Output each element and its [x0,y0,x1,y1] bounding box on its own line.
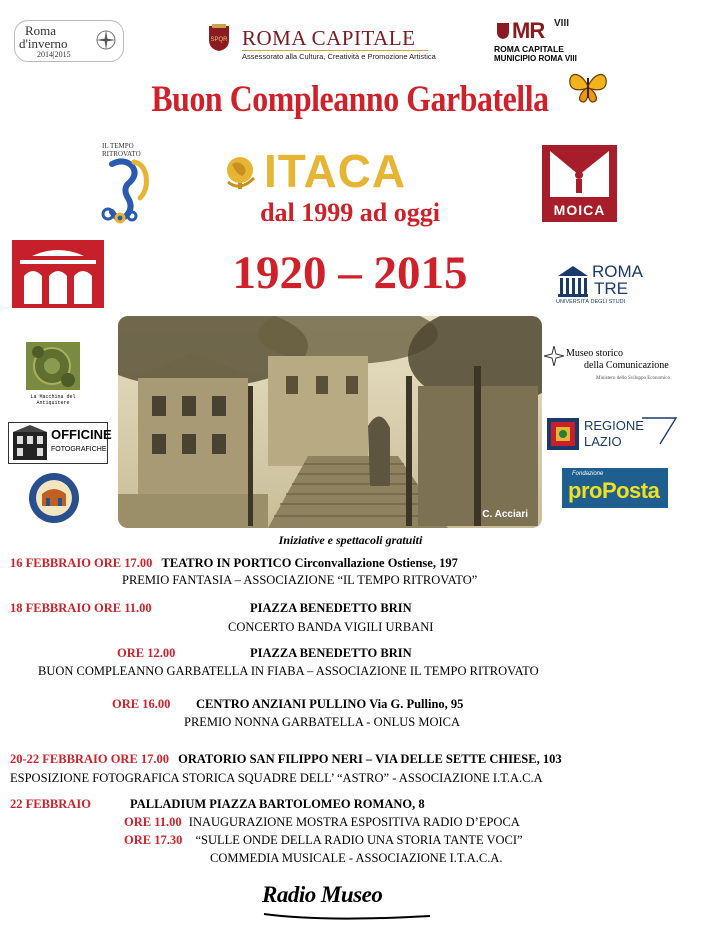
event-4-time: ORE 16.00 [112,697,171,711]
lazio-line1: REGIONE [584,418,644,433]
museo-line2: della Comunicazione [584,360,669,371]
officine-fotografiche-logo [8,422,112,464]
lazio-line2: LAZIO [584,434,622,449]
tempo-ritrovato-line2: RITROVATO [102,150,141,158]
radio-museo-logo [262,882,432,920]
roma-tre-line3: UNIVERSITÀ DEGLI STUDI [556,299,626,305]
roma-tre-line2: TRE [594,279,628,298]
swoosh-icon [640,414,680,454]
municipio-line1: ROMA CAPITALE [494,44,564,54]
fondazione-line1: Fondazione [572,471,604,477]
event-4-place: CENTRO ANZIANI PULLINO Via G. Pullino, 95 [196,697,464,711]
event-6-date: 22 FEBBRAIO [10,797,91,811]
butterfly-icon [566,68,610,106]
itaca-logo [222,145,462,197]
moica-logo [542,145,617,222]
event-5-place: ORATORIO SAN FILIPPO NERI – VIA DELLE SETTE CHIESE, 103 [178,752,562,766]
tempo-ritrovato-line1: IL TEMPO [102,142,134,150]
event-2-date: 18 FEBBRAIO ORE 11.00 [10,601,152,615]
event-5-header [10,752,562,767]
roma-tre-logo [556,262,643,308]
roma-capitale-rule [242,50,428,51]
event-6-place: PALLADIUM PIAZZA BARTOLOMEO ROMANO, 8 [130,797,425,811]
event-3-time: ORE 12.00 [117,646,176,660]
event-6-desc2: “SULLE ONDE DELLA RADIO UNA STORIA TANTE VOCI” [195,833,523,847]
garbatella-historic-photo [118,316,542,528]
event-6-line3: COMMEDIA MUSICALE - ASSOCIAZIONE I.T.A.C.A. [210,851,503,865]
event-6-time2: ORE 17.30 [124,833,183,847]
building-icon [11,424,49,462]
fondazione-proposta-logo [562,468,668,508]
museo-line1: Museo storico [566,348,623,359]
seahorse-icon [98,142,156,224]
antikythera-mechanism-icon [24,340,82,392]
roma-capitale-logo [208,18,434,68]
event-4-description: PREMIO NONNA GARBATELLA - ONLUS MOICA [184,715,461,729]
officine-line1: OFFICINE [51,427,112,442]
museo-comunicazione-logo [544,342,672,388]
macchina-caption: La Macchina del Antiquitere [30,394,76,406]
event-6-time1: ORE 11.00 [124,815,182,829]
underline-swoosh-icon [262,910,432,922]
event-3-description: BUON COMPLEANNO GARBATELLA IN FIABA – ASSOCIAZIONE IL TEMPO RITROVATO [38,664,539,678]
municipio-shield-icon [496,22,510,40]
years-range: 1920 – 2015 [232,247,468,299]
since-line: dal 1999 ad oggi [260,198,440,227]
event-3-place: PIAZZA BENEDETTO BRIN [250,646,412,660]
itaca-wordmark: ITACA [264,145,407,197]
program-subtitle: Iniziative e spettacoli gratuiti [278,533,423,547]
roma-tre-building-icon [556,264,590,298]
event-headline: Buon Compleanno Garbatella [151,79,549,120]
municipio-viii-logo [494,18,584,68]
roma-dinverno-years: 2014|2015 [37,50,71,59]
roma-tre-line1: ROMA [592,262,643,281]
radio-museo-wordmark: Radio Museo [262,882,383,907]
event-2-description: CONCERTO BANDA VIGILI URBANI [228,620,434,634]
sepia-street-scene-image [118,316,542,528]
museo-line3: Ministero dello Sviluppo Economico [596,376,671,381]
event-1-date: 16 FEBBRAIO ORE 17.00 [10,556,153,570]
regione-shield-icon [546,417,580,451]
officine-line2: FOTOGRAFICHE [51,446,107,453]
macchina-antiquitere-logo [24,340,82,406]
compass-icon [95,29,117,51]
fondazione-line2: proPosta [568,478,660,503]
event-2-place: PIAZZA BENEDETTO BRIN [250,601,412,615]
moica-wordmark: MOICA [553,202,606,218]
tempo-ritrovato-logo [98,142,156,224]
event-1-description: PREMIO FANTASIA – ASSOCIAZIONE “IL TEMPO RITROVATO” [122,573,478,587]
roma-capitale-title: ROMA CAPITALE [242,26,416,50]
roma-dinverno-line1: Roma [25,23,57,38]
municipio-number: VIII [554,18,570,29]
theatre-facade-icon [12,240,104,308]
globe-icon [222,152,262,192]
event-6-desc1: INAUGURAZIONE MOSTRA ESPOSITIVA RADIO D’EPOCA [188,815,520,829]
roma-dinverno-line2: d'inverno [19,36,68,51]
event-1-place: TEATRO IN PORTICO Circonvallazione Ostiense, 197 [161,556,458,570]
event-6-line1 [124,815,520,830]
event-5-description: ESPOSIZIONE FOTOGRAFICA STORICA SQUADRE DELL’ “ASTRO” - ASSOCIAZIONE I.T.A.C.A [10,771,543,785]
municipio-line2: MUNICIPIO ROMA VIII [494,54,577,63]
event-5-date: 20-22 FEBBRAIO ORE 17.00 [10,752,170,766]
roma-dinverno-logo [14,20,124,62]
roma-capitale-subtitle: Assessorato alla Cultura, Creatività e Promozione Artistica [242,52,436,61]
roma-shield-icon [208,24,230,52]
event-6-line2 [124,833,523,848]
palladium-logo [12,240,104,308]
municipio-mark: MR [512,18,545,43]
svg-text:SPQR: SPQR [210,37,228,43]
moica-figure-icon [542,145,617,205]
star-emblem-icon [544,346,564,366]
photo-credit: C. Acciari [482,509,528,520]
event-1-header [10,556,458,571]
brigata-garbatella-badge-icon [28,472,80,524]
regione-lazio-logo [544,414,672,454]
